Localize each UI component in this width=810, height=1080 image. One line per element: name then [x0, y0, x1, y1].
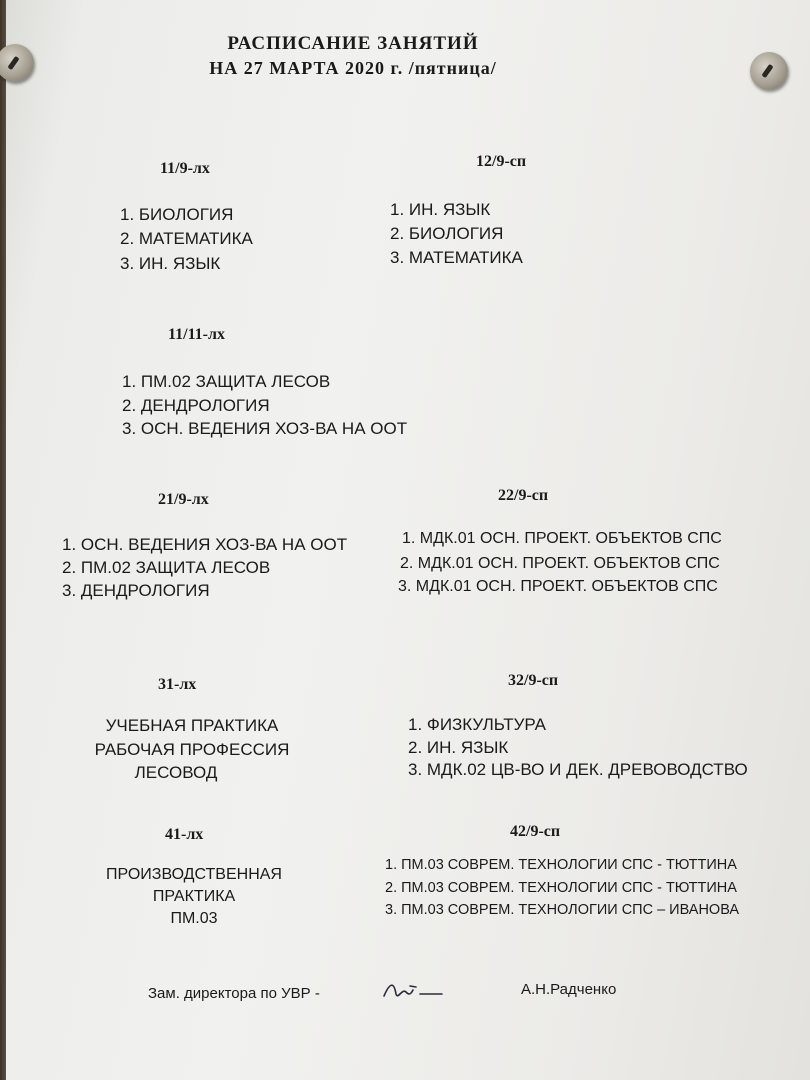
- list-item: 3. ДЕНДРОЛОГИЯ: [62, 581, 210, 600]
- list-item: 1. ПМ.02 ЗАЩИТА ЛЕСОВ: [122, 372, 331, 391]
- group-title: 11/9-лх: [160, 160, 210, 177]
- group-title: 21/9-лх: [158, 491, 209, 508]
- list-item: 3. МАТЕМАТИКА: [390, 248, 523, 267]
- list-item: ПРОИЗВОДСТВЕННАЯ: [106, 866, 282, 883]
- group-title: 41-лх: [165, 826, 204, 843]
- list-item: 3. ПМ.03 СОВРЕМ. ТЕХНОЛОГИИ СПС – ИВАНОВА: [385, 902, 740, 918]
- group-title: 11/11-лх: [168, 326, 225, 343]
- group-title: 31-лх: [158, 676, 197, 693]
- list-item: ЛЕСОВОД: [134, 763, 218, 782]
- group-title: 22/9-сп: [498, 487, 549, 504]
- list-item: ПМ.03: [170, 910, 218, 927]
- list-item: 3. МДК.02 ЦВ-ВО И ДЕК. ДРЕВОВОДСТВО: [408, 760, 748, 779]
- signature-icon: [380, 978, 450, 1002]
- list-item: 3. ОСН. ВЕДЕНИЯ ХОЗ-ВА НА ООТ: [122, 419, 408, 438]
- group-title: 32/9-сп: [508, 672, 559, 689]
- list-item: 2. МДК.01 ОСН. ПРОЕКТ. ОБЪЕКТОВ СПС: [400, 555, 720, 572]
- list-item: 1. ОСН. ВЕДЕНИЯ ХОЗ-ВА НА ООТ: [62, 535, 348, 554]
- list-item: ПРАКТИКА: [152, 888, 236, 905]
- list-item: 2. БИОЛОГИЯ: [390, 224, 504, 243]
- page-title: РАСПИСАНИЕ ЗАНЯТИЙ: [227, 33, 479, 54]
- signer-name: А.Н.Радченко: [521, 981, 617, 998]
- group-title: 12/9-сп: [476, 153, 527, 170]
- list-item: УЧЕБНАЯ ПРАКТИКА: [105, 716, 279, 735]
- signer-position: Зам. директора по УВР -: [148, 985, 320, 1002]
- list-item: 1. МДК.01 ОСН. ПРОЕКТ. ОБЪЕКТОВ СПС: [402, 530, 722, 547]
- list-item: 1. БИОЛОГИЯ: [120, 205, 234, 224]
- list-item: 3. МДК.01 ОСН. ПРОЕКТ. ОБЪЕКТОВ СПС: [398, 578, 718, 595]
- list-item: 1. ИН. ЯЗЫК: [390, 200, 491, 219]
- pushpin-icon: [750, 52, 788, 90]
- list-item: 2. ИН. ЯЗЫК: [408, 738, 509, 757]
- list-item: 2. МАТЕМАТИКА: [120, 229, 253, 248]
- list-item: 2. ПМ.03 СОВРЕМ. ТЕХНОЛОГИИ СПС - ТЮТТИНА: [385, 880, 737, 896]
- list-item: 2. ПМ.02 ЗАЩИТА ЛЕСОВ: [62, 558, 271, 577]
- list-item: 2. ДЕНДРОЛОГИЯ: [122, 396, 270, 415]
- list-item: 3. ИН. ЯЗЫК: [120, 254, 221, 273]
- list-item: РАБОЧАЯ ПРОФЕССИЯ: [94, 740, 290, 759]
- group-title: 42/9-сп: [510, 823, 561, 840]
- list-item: 1. ПМ.03 СОВРЕМ. ТЕХНОЛОГИИ СПС - ТЮТТИНА: [385, 857, 737, 873]
- date-line: НА 27 МАРТА 2020 г. /пятница/: [209, 58, 497, 78]
- list-item: 1. ФИЗКУЛЬТУРА: [408, 715, 546, 734]
